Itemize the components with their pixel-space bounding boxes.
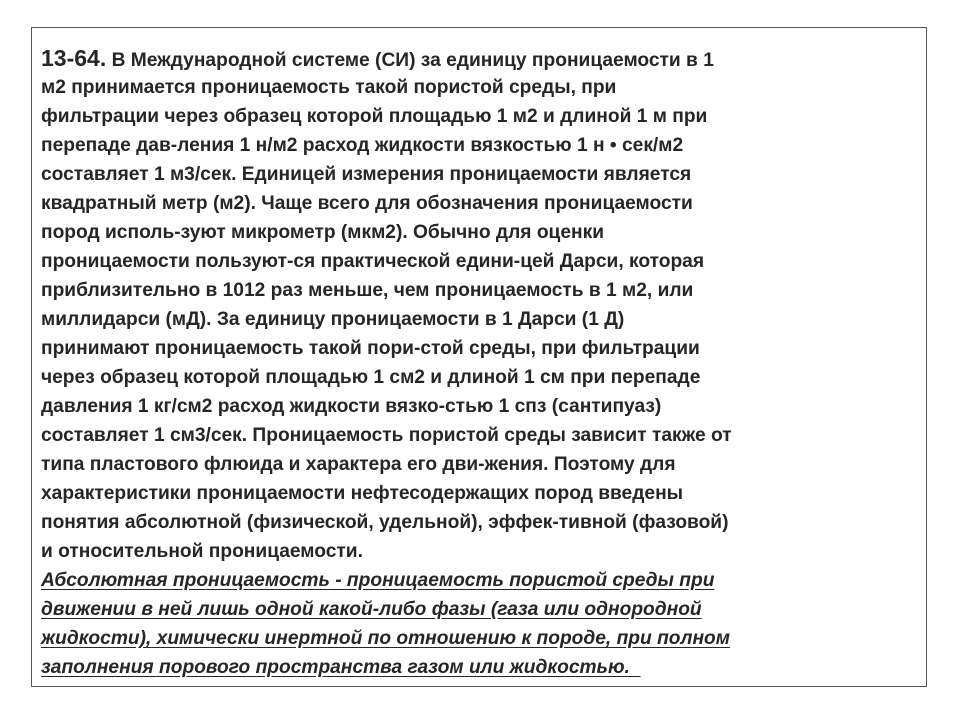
body-line-text: составляет 1 м3/сек. Единицей измерения проницаемости является bbox=[41, 164, 692, 185]
body-line-text: понятия абсолютной (физической, удельной), эффек-тивной (фазовой) bbox=[41, 512, 729, 533]
body-line bbox=[41, 537, 921, 566]
body-line bbox=[41, 189, 921, 218]
body-line bbox=[41, 102, 921, 131]
body-line bbox=[41, 334, 921, 363]
body-line bbox=[41, 363, 921, 392]
body-line bbox=[41, 160, 921, 189]
body-line-text: и относительной проницаемости. bbox=[41, 541, 363, 562]
body-line bbox=[41, 44, 921, 73]
body-line bbox=[41, 247, 921, 276]
body-line-text: через образец которой площадью 1 см2 и длиной 1 см при перепаде bbox=[41, 367, 701, 388]
body-line-text: м2 принимается проницаемость такой пористой среды, при bbox=[41, 77, 617, 98]
body-line bbox=[41, 421, 921, 450]
body-line bbox=[41, 508, 921, 537]
body-line bbox=[41, 392, 921, 421]
definition-line-text: движении в ней лишь одной какой-либо фазы (газа или однородной bbox=[41, 599, 702, 620]
body-line-text: принимают проницаемость такой пори-стой среды, при фильтрации bbox=[41, 338, 700, 359]
body-line-text: фильтрации через образец которой площадью 1 м2 и длиной 1 м при bbox=[41, 106, 708, 127]
body-line-text: составляет 1 см3/сек. Проницаемость пористой среды зависит также от bbox=[41, 425, 732, 446]
body-line bbox=[41, 73, 921, 102]
body-line-text: проницаемости пользуют-ся практической едини-цей Дарси, которая bbox=[41, 251, 705, 272]
body-line-text: давления 1 кг/см2 расход жидкости вязко-стью 1 спз (сантипуаз) bbox=[41, 396, 662, 417]
body-line-text: типа пластового флюида и характера его дви-жения. Поэтому для bbox=[41, 454, 676, 475]
definition-line-text: Абсолютная проницаемость - проницаемость пористой среды при bbox=[41, 570, 715, 591]
body-line-text: приблизительно в 1012 раз меньше, чем проницаемость в 1 м2, или bbox=[41, 280, 694, 301]
body-line-text: характеристики проницаемости нефтесодержащих пород введены bbox=[41, 483, 684, 504]
body-line bbox=[41, 450, 921, 479]
body-line bbox=[41, 276, 921, 305]
item-number: 13-64. bbox=[41, 45, 107, 71]
definition-line bbox=[41, 653, 921, 682]
body-line-text: перепаде дав-ления 1 н/м2 расход жидкости вязкостью 1 н • сек/м2 bbox=[41, 135, 684, 156]
definition-line bbox=[41, 595, 921, 624]
body-line-text: пород исполь-зуют микрометр (мкм2). Обычно для оценки bbox=[41, 222, 605, 243]
body-line bbox=[41, 305, 921, 334]
definition-line bbox=[41, 624, 921, 653]
body-line-text: В Международной системе (СИ) за единицу проницаемости в 1 bbox=[111, 50, 714, 71]
definition-line bbox=[41, 566, 921, 595]
definition-line-text: заполнения порового пространства газом или жидкостью. bbox=[41, 657, 641, 678]
slide-text bbox=[41, 44, 921, 682]
body-line bbox=[41, 218, 921, 247]
body-line bbox=[41, 479, 921, 508]
body-line-text: миллидарси (мД). За единицу проницаемости в 1 Дарси (1 Д) bbox=[41, 309, 625, 330]
body-line-text: квадратный метр (м2). Чаще всего для обозначения проницаемости bbox=[41, 193, 693, 214]
definition-line-text: жидкости), химически инертной по отношению к породе, при полном bbox=[41, 628, 730, 649]
body-line bbox=[41, 131, 921, 160]
